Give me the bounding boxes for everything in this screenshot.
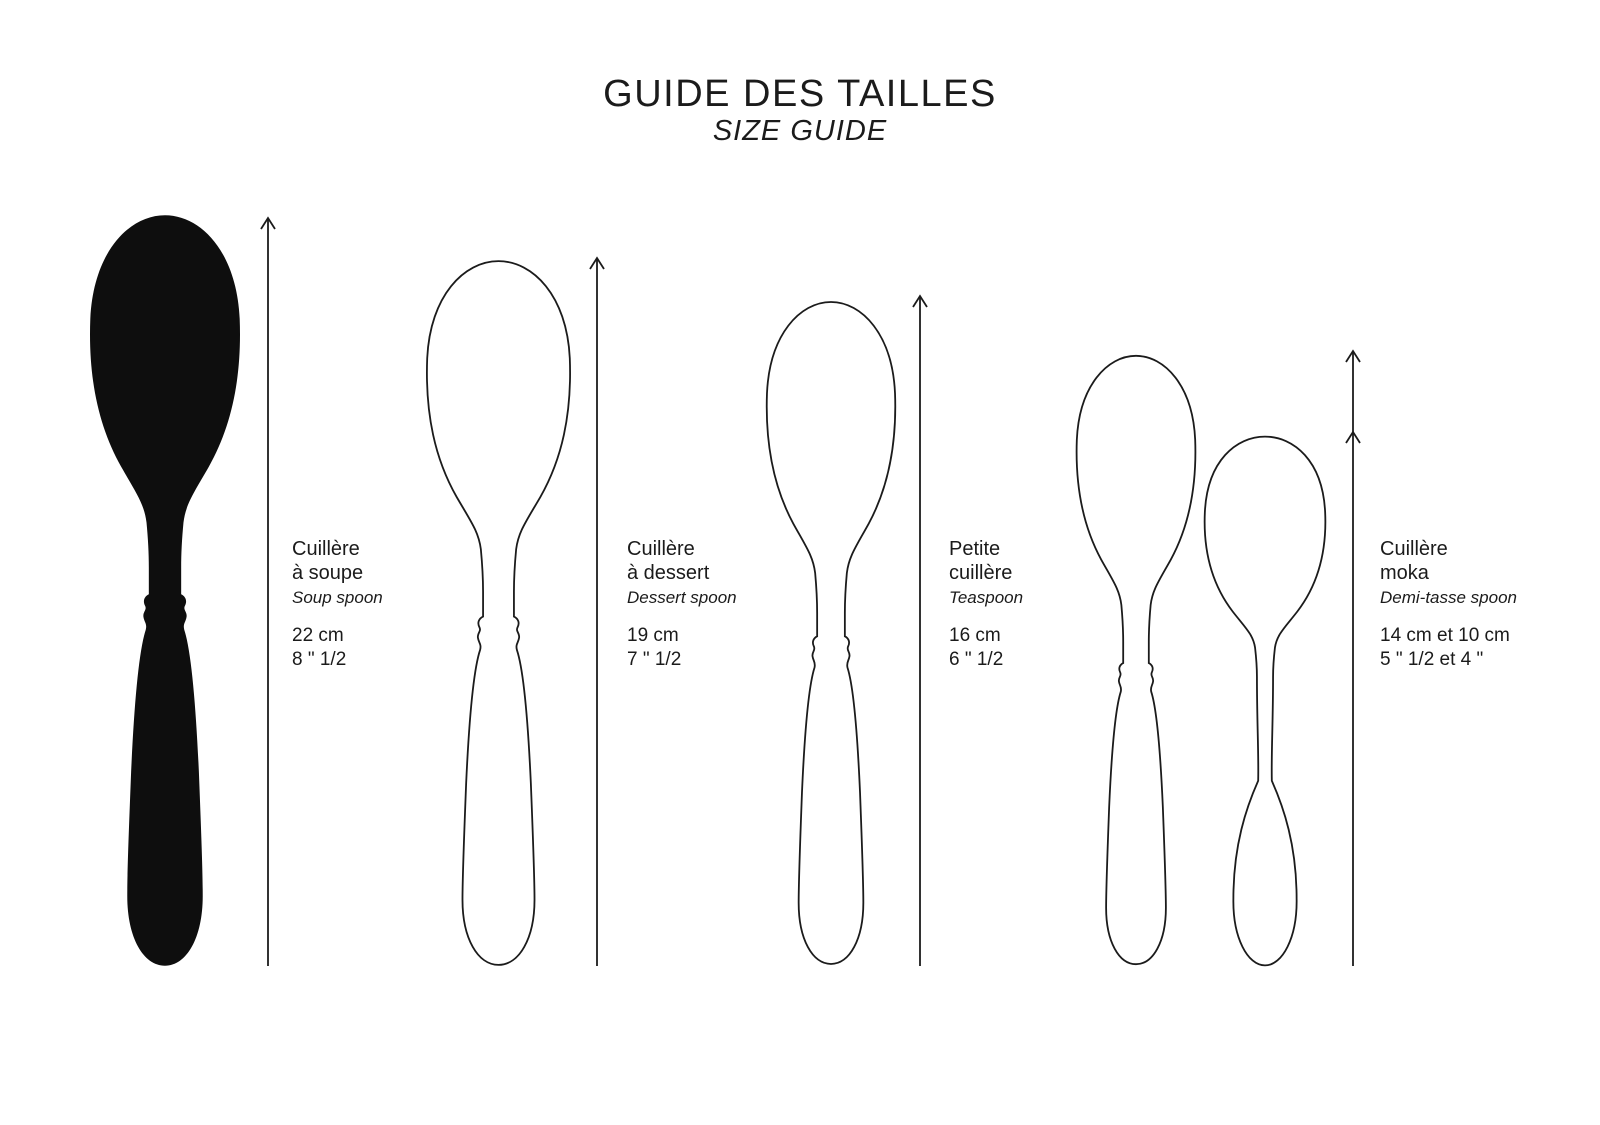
label-dessert-spoon	[627, 537, 737, 672]
spoon-size-inches: 7 " 1/2	[627, 649, 682, 670]
spoon-name-fr: à soupe	[292, 562, 364, 584]
size-arrow-teaspoon	[913, 296, 927, 966]
soup-spoon-silhouette	[88, 213, 242, 968]
spoon-name-en: Soup spoon	[292, 588, 383, 607]
size-arrow-dessert-spoon	[590, 258, 604, 966]
label-moka-spoon	[1380, 537, 1517, 672]
page-header	[0, 74, 1600, 148]
moka-spoon-large-outline	[1075, 354, 1197, 966]
spoon-name-fr: Cuillère	[627, 538, 695, 560]
spoon-size-cm: 14 cm et 10 cm	[1380, 625, 1510, 646]
spoon-name-fr: à dessert	[627, 562, 710, 584]
label-soup-spoon	[292, 537, 383, 672]
spoon-size-inches: 5 " 1/2 et 4 "	[1380, 649, 1484, 670]
spoon-size-inches: 6 " 1/2	[949, 649, 1004, 670]
spoon-name-en: Teaspoon	[949, 588, 1024, 607]
spoon-size-cm: 22 cm	[292, 625, 344, 646]
moka-spoon-small-outline	[1203, 435, 1327, 967]
teaspoon-outline	[765, 300, 897, 966]
spoon-name-en: Dessert spoon	[627, 588, 737, 607]
spoon-name-en: Demi-tasse spoon	[1380, 588, 1518, 607]
label-teaspoon	[949, 537, 1023, 672]
spoon-name-fr: Petite	[949, 538, 1001, 560]
dessert-spoon-outline	[425, 259, 572, 967]
spoon-size-cm: 19 cm	[627, 625, 679, 646]
size-arrow-moka-spoons	[1346, 351, 1360, 966]
spoon-name-fr: moka	[1380, 562, 1429, 584]
spoon-size-inches: 8 " 1/2	[292, 649, 347, 670]
spoon-name-fr: Cuillère	[1380, 538, 1448, 560]
spoon-size-cm: 16 cm	[949, 625, 1001, 646]
spoon-name-fr: cuillère	[949, 562, 1013, 584]
page-title: GUIDE DES TAILLES	[603, 73, 997, 115]
size-arrow-soup-spoon	[261, 218, 275, 966]
page-subtitle: SIZE GUIDE	[712, 115, 888, 147]
spoon-name-fr: Cuillère	[292, 538, 360, 560]
